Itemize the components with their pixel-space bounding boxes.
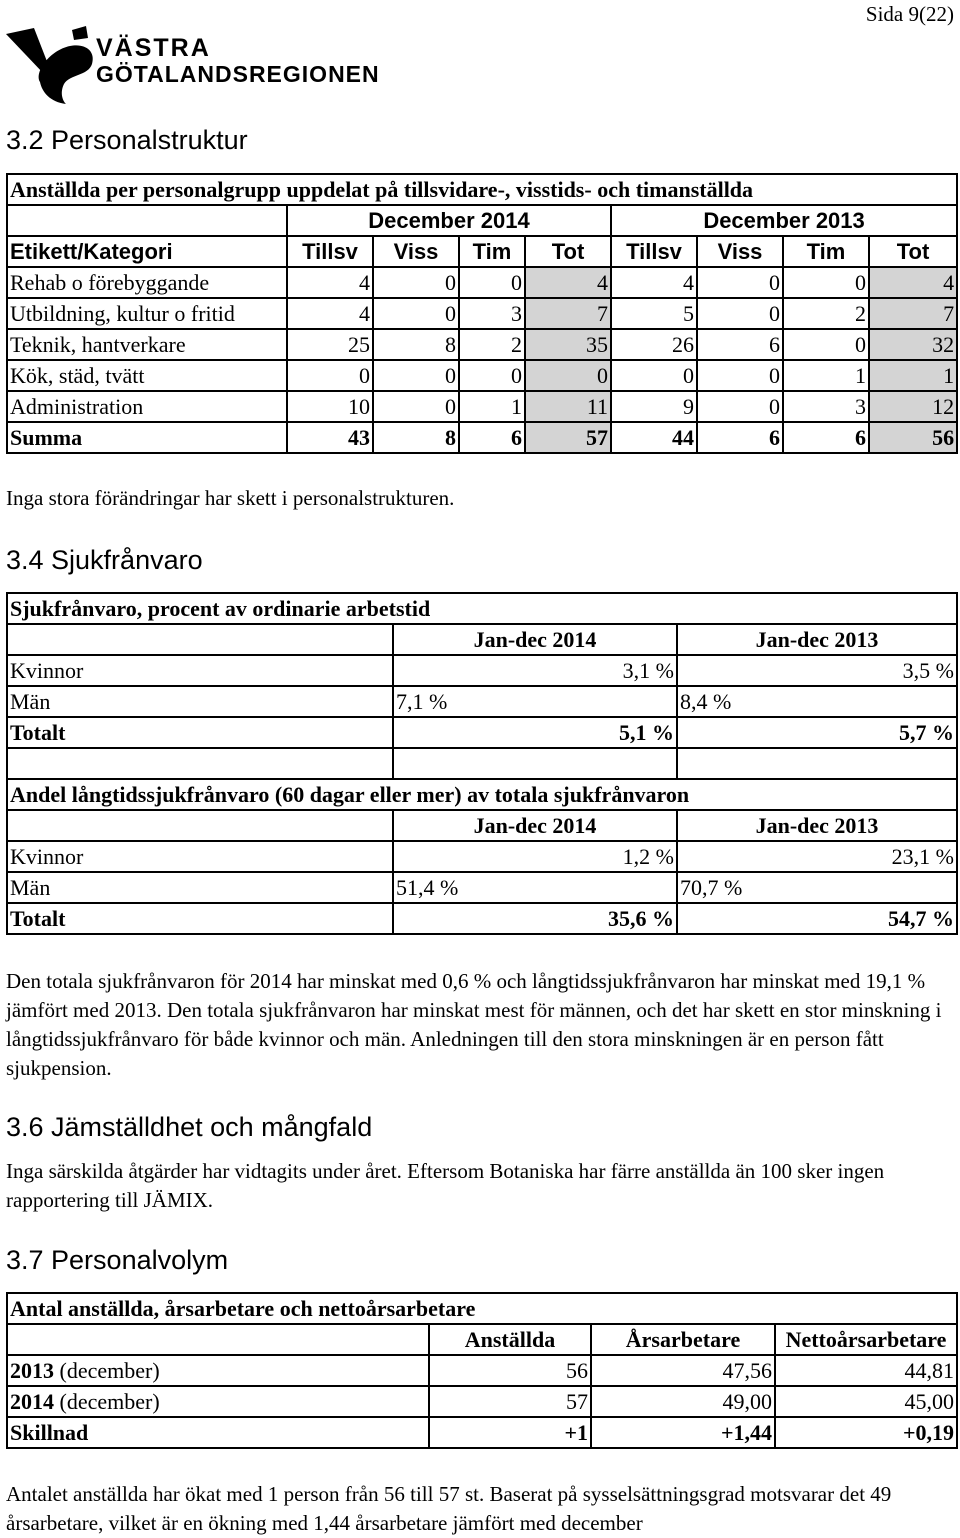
row-suffix: (december) — [54, 1358, 160, 1383]
table-row — [7, 841, 957, 872]
empty-cell — [677, 748, 957, 779]
row-label: Utbildning, kultur o fritid — [7, 298, 287, 329]
value-cell: 4 — [287, 267, 373, 298]
empty-cell — [7, 810, 393, 841]
row-year: 2014 — [10, 1389, 54, 1414]
table-row — [7, 1355, 957, 1386]
value-cell: 32 — [869, 329, 957, 360]
value-cell: 1,2 % — [393, 841, 677, 872]
heading-jamstalldhet: 3.6 Jämställdhet och mångfald — [6, 1112, 373, 1142]
row-label — [7, 1386, 429, 1417]
row-year: Skillnad — [10, 1420, 89, 1445]
value-cell: 0 — [611, 360, 697, 391]
column-header: Viss — [373, 236, 459, 267]
value-cell: 0 — [373, 267, 459, 298]
value-cell: 23,1 % — [677, 841, 957, 872]
value-cell: 35 — [525, 329, 611, 360]
value-cell: 6 — [783, 422, 869, 453]
value-cell: 7,1 % — [393, 686, 677, 717]
value-cell: 11 — [525, 391, 611, 422]
value-cell: 6 — [697, 422, 783, 453]
row-label: Män — [7, 872, 393, 903]
table-row — [7, 1417, 957, 1448]
period-header: December 2013 — [611, 205, 957, 236]
value-cell: 44 — [611, 422, 697, 453]
value-cell: +1,44 — [591, 1417, 775, 1448]
row-label: Totalt — [7, 903, 393, 934]
row-label: Administration — [7, 391, 287, 422]
column-header: Tillsv — [611, 236, 697, 267]
row-label: Summa — [7, 422, 287, 453]
personalstruktur-table — [6, 173, 958, 454]
heading-personalvolym: 3.7 Personalvolym — [6, 1245, 229, 1275]
value-cell: 49,00 — [591, 1386, 775, 1417]
value-cell: 0 — [459, 360, 525, 391]
row-label — [7, 1355, 429, 1386]
table-row — [7, 1386, 957, 1417]
row-label: Rehab o förebyggande — [7, 267, 287, 298]
sjukfranvaro-table — [6, 592, 958, 935]
column-header: Tillsv — [287, 236, 373, 267]
column-header: Årsarbetare — [591, 1324, 775, 1355]
heading-personalstruktur: 3.2 Personalstruktur — [6, 125, 248, 155]
empty-cell — [7, 205, 287, 236]
personalvolym-table — [6, 1292, 958, 1449]
value-cell: 57 — [429, 1386, 591, 1417]
value-cell: 57 — [525, 422, 611, 453]
value-cell: 47,56 — [591, 1355, 775, 1386]
table-title: Sjukfrånvaro, procent av ordinarie arbetstid — [7, 593, 957, 624]
value-cell: 0 — [373, 391, 459, 422]
value-cell: 0 — [697, 267, 783, 298]
value-cell: 7 — [869, 298, 957, 329]
logo-text-line2: GÖTALANDSREGIONEN — [96, 61, 380, 87]
value-cell: 43 — [287, 422, 373, 453]
value-cell: 25 — [287, 329, 373, 360]
column-header: Jan-dec 2014 — [393, 624, 677, 655]
value-cell: 1 — [459, 391, 525, 422]
value-cell: 1 — [783, 360, 869, 391]
value-cell: 4 — [869, 267, 957, 298]
table-row — [7, 298, 957, 329]
value-cell: 0 — [287, 360, 373, 391]
logo-emblem — [6, 26, 93, 104]
row-label: Kvinnor — [7, 841, 393, 872]
value-cell: 51,4 % — [393, 872, 677, 903]
value-cell: 4 — [611, 267, 697, 298]
column-header: Tim — [783, 236, 869, 267]
row-year: 2013 — [10, 1358, 54, 1383]
value-cell: 1 — [869, 360, 957, 391]
column-header: Anställda — [429, 1324, 591, 1355]
value-cell: 4 — [287, 298, 373, 329]
empty-cell — [7, 1324, 429, 1355]
table-title: Antal anställda, årsarbetare och nettoårsarbetare — [7, 1293, 957, 1324]
value-cell: 12 — [869, 391, 957, 422]
row-label: Män — [7, 686, 393, 717]
value-cell: 9 — [611, 391, 697, 422]
table-row — [7, 422, 957, 453]
table-row — [7, 903, 957, 934]
sjukfranvaro-paragraph: Den totala sjukfrånvaron för 2014 har minskat med 0,6 % och långtidssjukfrånvaron har minskat med 19,1 % jämfört med 2013. Den totala sjukfrånvaron har minskat mest för männen, och det har skett en stor minskning i långtidssjukfrånvaro för både kvinnor och män. Anledningen till den stora minskningen är en person fått sjukpension. — [6, 969, 942, 1080]
value-cell: 2 — [783, 298, 869, 329]
row-label: Totalt — [7, 717, 393, 748]
column-header: Jan-dec 2013 — [677, 810, 957, 841]
value-cell: 0 — [373, 298, 459, 329]
page-number: Sida 9(22) — [865, 2, 954, 26]
value-cell: 3 — [459, 298, 525, 329]
value-cell: 6 — [697, 329, 783, 360]
value-cell: 0 — [373, 360, 459, 391]
value-cell: 0 — [697, 298, 783, 329]
value-cell: 3,1 % — [393, 655, 677, 686]
row-label: Kvinnor — [7, 655, 393, 686]
column-header: Tot — [525, 236, 611, 267]
value-cell: 35,6 % — [393, 903, 677, 934]
empty-cell — [393, 748, 677, 779]
value-cell: 0 — [783, 267, 869, 298]
value-cell: 3,5 % — [677, 655, 957, 686]
column-header: Etikett/Kategori — [7, 236, 287, 267]
value-cell: 0 — [459, 267, 525, 298]
period-header: December 2014 — [287, 205, 611, 236]
table-row — [7, 360, 957, 391]
value-cell: 56 — [869, 422, 957, 453]
value-cell: 0 — [783, 329, 869, 360]
jamstalldhet-paragraph: Inga särskilda åtgärder har vidtagits under året. Eftersom Botaniska har färre anställda än 100 sker ingen rapportering till JÄMIX. — [6, 1159, 885, 1212]
table-row — [7, 872, 957, 903]
row-suffix: (december) — [54, 1389, 160, 1414]
value-cell: 8 — [373, 422, 459, 453]
value-cell: 7 — [525, 298, 611, 329]
row-label: Kök, städ, tvätt — [7, 360, 287, 391]
column-header: Tot — [869, 236, 957, 267]
table-row — [7, 391, 957, 422]
row-label — [7, 1417, 429, 1448]
value-cell: 45,00 — [775, 1386, 957, 1417]
column-header: Nettoårsarbetare — [775, 1324, 957, 1355]
column-header: Jan-dec 2014 — [393, 810, 677, 841]
value-cell: 0 — [697, 360, 783, 391]
column-header: Viss — [697, 236, 783, 267]
value-cell: 54,7 % — [677, 903, 957, 934]
value-cell: 5,7 % — [677, 717, 957, 748]
value-cell: 10 — [287, 391, 373, 422]
value-cell: 44,81 — [775, 1355, 957, 1386]
table-row — [7, 655, 957, 686]
logo-text-line1: VÄSTRA — [96, 34, 211, 62]
value-cell: 8 — [373, 329, 459, 360]
region-logo — [4, 24, 384, 111]
personalstruktur-note: Inga stora förändringar har skett i personalstrukturen. — [6, 486, 455, 510]
table-row — [7, 686, 957, 717]
empty-cell — [7, 748, 393, 779]
value-cell: 0 — [525, 360, 611, 391]
value-cell: 5 — [611, 298, 697, 329]
table-title: Andel långtidssjukfrånvaro (60 dagar eller mer) av totala sjukfrånvaron — [7, 779, 957, 810]
table-title: Anställda per personalgrupp uppdelat på tillsvidare-, visstids- och timanställda — [7, 174, 957, 205]
value-cell: 5,1 % — [393, 717, 677, 748]
value-cell: 56 — [429, 1355, 591, 1386]
personalvolym-paragraph: Antalet anställda har ökat med 1 person från 56 till 57 st. Baserat på sysselsättningsgrad motsvarar det 49 årsarbetare, vilket är en ökning med 1,44 årsarbetare jämfört med december — [6, 1482, 892, 1535]
table-row — [7, 267, 957, 298]
column-header: Tim — [459, 236, 525, 267]
value-cell: 4 — [525, 267, 611, 298]
value-cell: +0,19 — [775, 1417, 957, 1448]
heading-sjukfranvaro: 3.4 Sjukfrånvaro — [6, 545, 203, 575]
table-row — [7, 329, 957, 360]
value-cell: 3 — [783, 391, 869, 422]
value-cell: 2 — [459, 329, 525, 360]
empty-cell — [7, 624, 393, 655]
value-cell: 8,4 % — [677, 686, 957, 717]
value-cell: 70,7 % — [677, 872, 957, 903]
value-cell: 0 — [697, 391, 783, 422]
column-header: Jan-dec 2013 — [677, 624, 957, 655]
value-cell: 6 — [459, 422, 525, 453]
value-cell: 26 — [611, 329, 697, 360]
value-cell: +1 — [429, 1417, 591, 1448]
row-label: Teknik, hantverkare — [7, 329, 287, 360]
table-row — [7, 717, 957, 748]
